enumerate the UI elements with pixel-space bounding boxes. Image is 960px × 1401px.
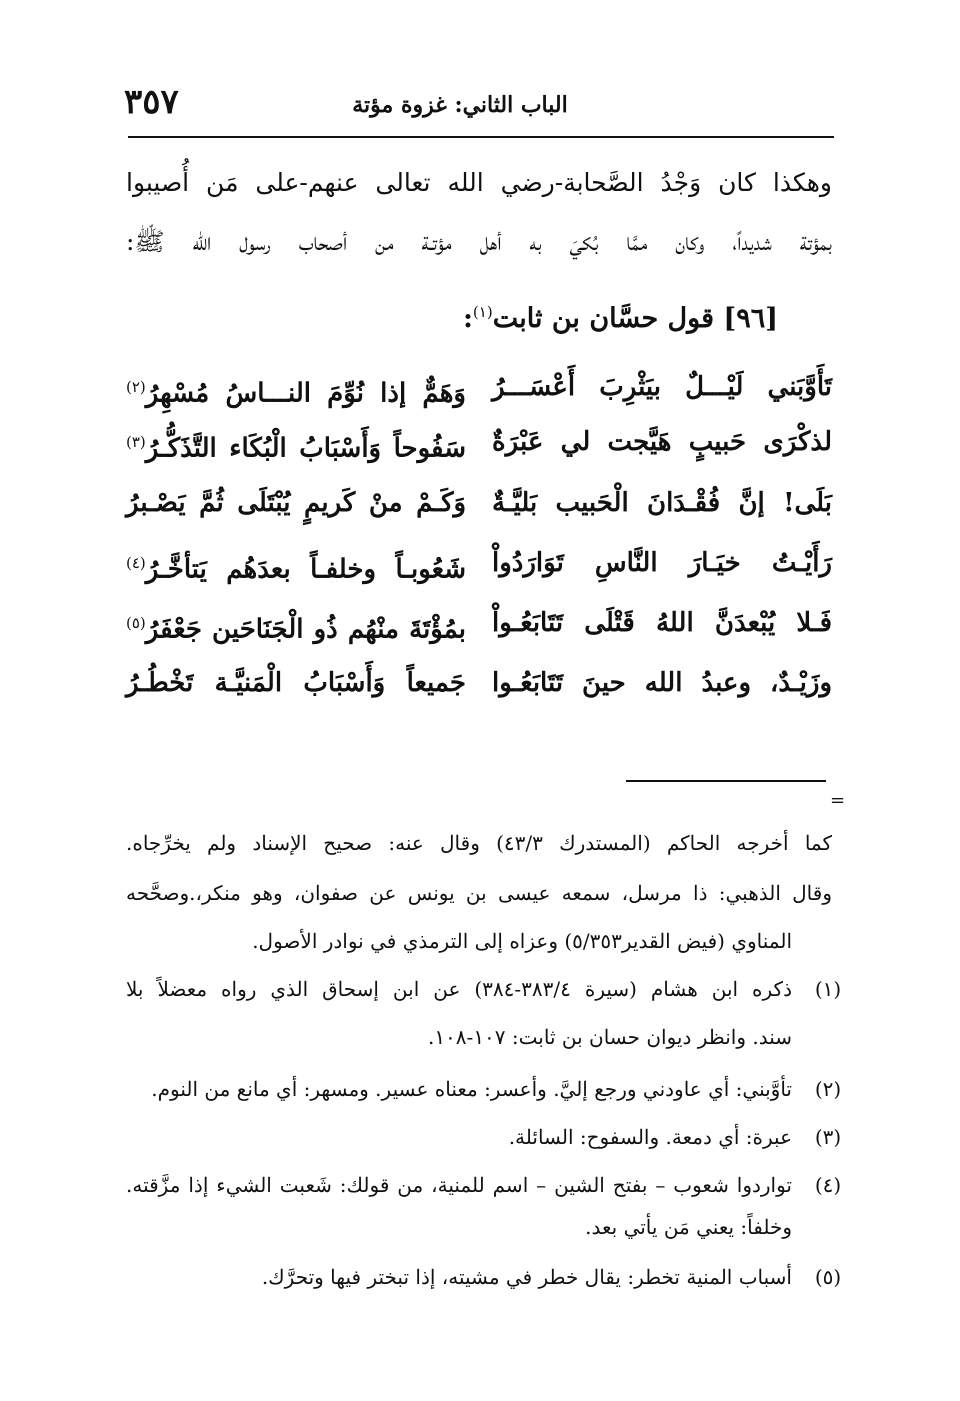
verse-second-hemistich: جَميعاً وَأَسْبَابُ الْمَنيَّـة تَخْطُـرُ xyxy=(126,668,466,698)
running-head: الباب الثاني: غزوة مؤتة xyxy=(352,92,568,118)
footnote-marker: (١) xyxy=(814,977,842,1001)
heading-colon: : xyxy=(462,303,473,334)
verse-second-text: شَعُوبـاً وخلفـاً بعدَهُم يَتأخَّـرُ xyxy=(145,554,466,585)
header-rule xyxy=(128,136,834,138)
paragraph-line: وهكذا كان وَجْدُ الصَّحابة-رضي الله تعالى عنهم-على مَن أُصيبوا xyxy=(126,168,832,197)
verse-first-hemistich: رَأَيْـتُ خيَـارَ النَّاسِ تَوَارَدُواْ xyxy=(492,548,832,578)
footnote-marker: (٤) xyxy=(814,1173,842,1197)
poem-verse xyxy=(126,362,832,412)
footnote-ref: (٤) xyxy=(126,554,146,572)
footnote-ref: (٣) xyxy=(126,433,146,451)
poem-heading xyxy=(278,290,778,341)
verse-second-text: وَهَمٌّ إذا نُوِّمَ النـــاسُ مُسْهِرُ xyxy=(145,378,466,409)
footnote-line: عبرة: أي دمعة. والسفوح: السائلة. xyxy=(508,1125,792,1149)
verse-first-hemistich: فَـلا يُبْعدَنَّ اللهُ قَتْلَى تَتَابَعُـواْ xyxy=(492,608,832,638)
continuation-mark: = xyxy=(830,790,846,811)
footnote-line: تأوَّبني: أي عاودني ورجع إليَّ. وأعسر: معناه عسير. ومسهر: أي مانع من النوم. xyxy=(151,1077,792,1101)
footnote-rule xyxy=(626,780,826,782)
verse-first-hemistich: وزَيْـدٌ، وعبدُ الله حينَ تَتَابَعُـوا xyxy=(492,668,832,698)
paragraph-line: بمؤتة شديداً، وكان ممَّا بُكيَ به أهل مؤتـة من أصحاب رسول الله ﷺ: xyxy=(126,227,832,256)
footnote-ref: (٢) xyxy=(126,378,146,396)
footnote-line: أسباب المنية تخطر: يقال خطر في مشيته، إذا تبختر فيها وتحرَّك. xyxy=(261,1265,792,1289)
poem-verse xyxy=(126,478,832,528)
verse-second-hemistich: وَكَـمْ منْ كَريمٍ يُبْتَلَى ثُمَّ يَصْـبرُ xyxy=(126,488,466,518)
verse-first-hemistich: بَلَى! إنَّ فُقْـدَانَ الْحَبيب بَليَّـةٌ xyxy=(492,488,832,518)
poem-verse xyxy=(126,598,832,648)
footnote-line: المناوي (فيض القدير٥/٣٥٣) وعزاه إلى الترمذي في نوادر الأصول. xyxy=(252,929,792,953)
verse-second-hemistich xyxy=(126,362,466,419)
verse-second-hemistich xyxy=(126,538,466,595)
footnote-line: كما أخرجه الحاكم (المستدرك ٤٣/٣) وقال عنه: صحيح الإسناد ولم يخرِّجاه. xyxy=(126,831,832,855)
page-number: ٣٥٧ xyxy=(124,82,179,122)
verse-first-hemistich: لذكْرَى حَبيبٍ هَيَّجت لي عَبْرَةٌ xyxy=(492,427,832,457)
poem-heading-text: [٩٦] قول حسَّان بن ثابت xyxy=(492,303,778,334)
verse-second-text: بمُؤْتَةَ منْهُم ذُو الْجَنَاحَين جَعْفَرُ xyxy=(145,614,466,645)
poem-verse xyxy=(126,417,832,467)
poem-verse xyxy=(126,658,832,708)
footnote-line: سند. وانظر ديوان حسان بن ثابت: ١٠٧-١٠٨. xyxy=(427,1025,792,1049)
verse-second-text: سَفُوحاً وَأَسْبَابُ الْبُكَاء التَّذَكُّـرُ xyxy=(145,433,466,464)
footnote-marker: (٥) xyxy=(814,1265,842,1289)
footnote-line: تواردوا شعوب – بفتح الشين – اسم للمنية، من قولك: شَعبت الشيء إذا مزَّقته. xyxy=(126,1173,792,1197)
footnote-marker: (٢) xyxy=(814,1077,842,1101)
verse-second-hemistich xyxy=(126,598,466,655)
poem-verse xyxy=(126,538,832,588)
footnote-ref: (١) xyxy=(472,303,493,321)
verse-first-hemistich: تَأَوَّبَني لَيْـــلٌ بيَثْرِبَ أَعْسَـــرُ xyxy=(492,372,832,402)
footnote-line: ذكره ابن هشام (سيرة ٣٨٣/٤-٣٨٤) عن ابن إسحاق الذي رواه معضلاً بلا xyxy=(126,977,792,1001)
footnote-marker: (٣) xyxy=(814,1125,842,1149)
verse-second-hemistich xyxy=(126,417,466,474)
footnote-line: وخلفاً: يعني مَن يأتي بعد. xyxy=(585,1215,792,1239)
footnote-ref: (٥) xyxy=(126,614,146,632)
footnote-line: وقال الذهبي: ذا مرسل، سمعه عيسى بن يونس عن صفوان، وهو منكر،.وصحَّحه xyxy=(126,881,832,905)
